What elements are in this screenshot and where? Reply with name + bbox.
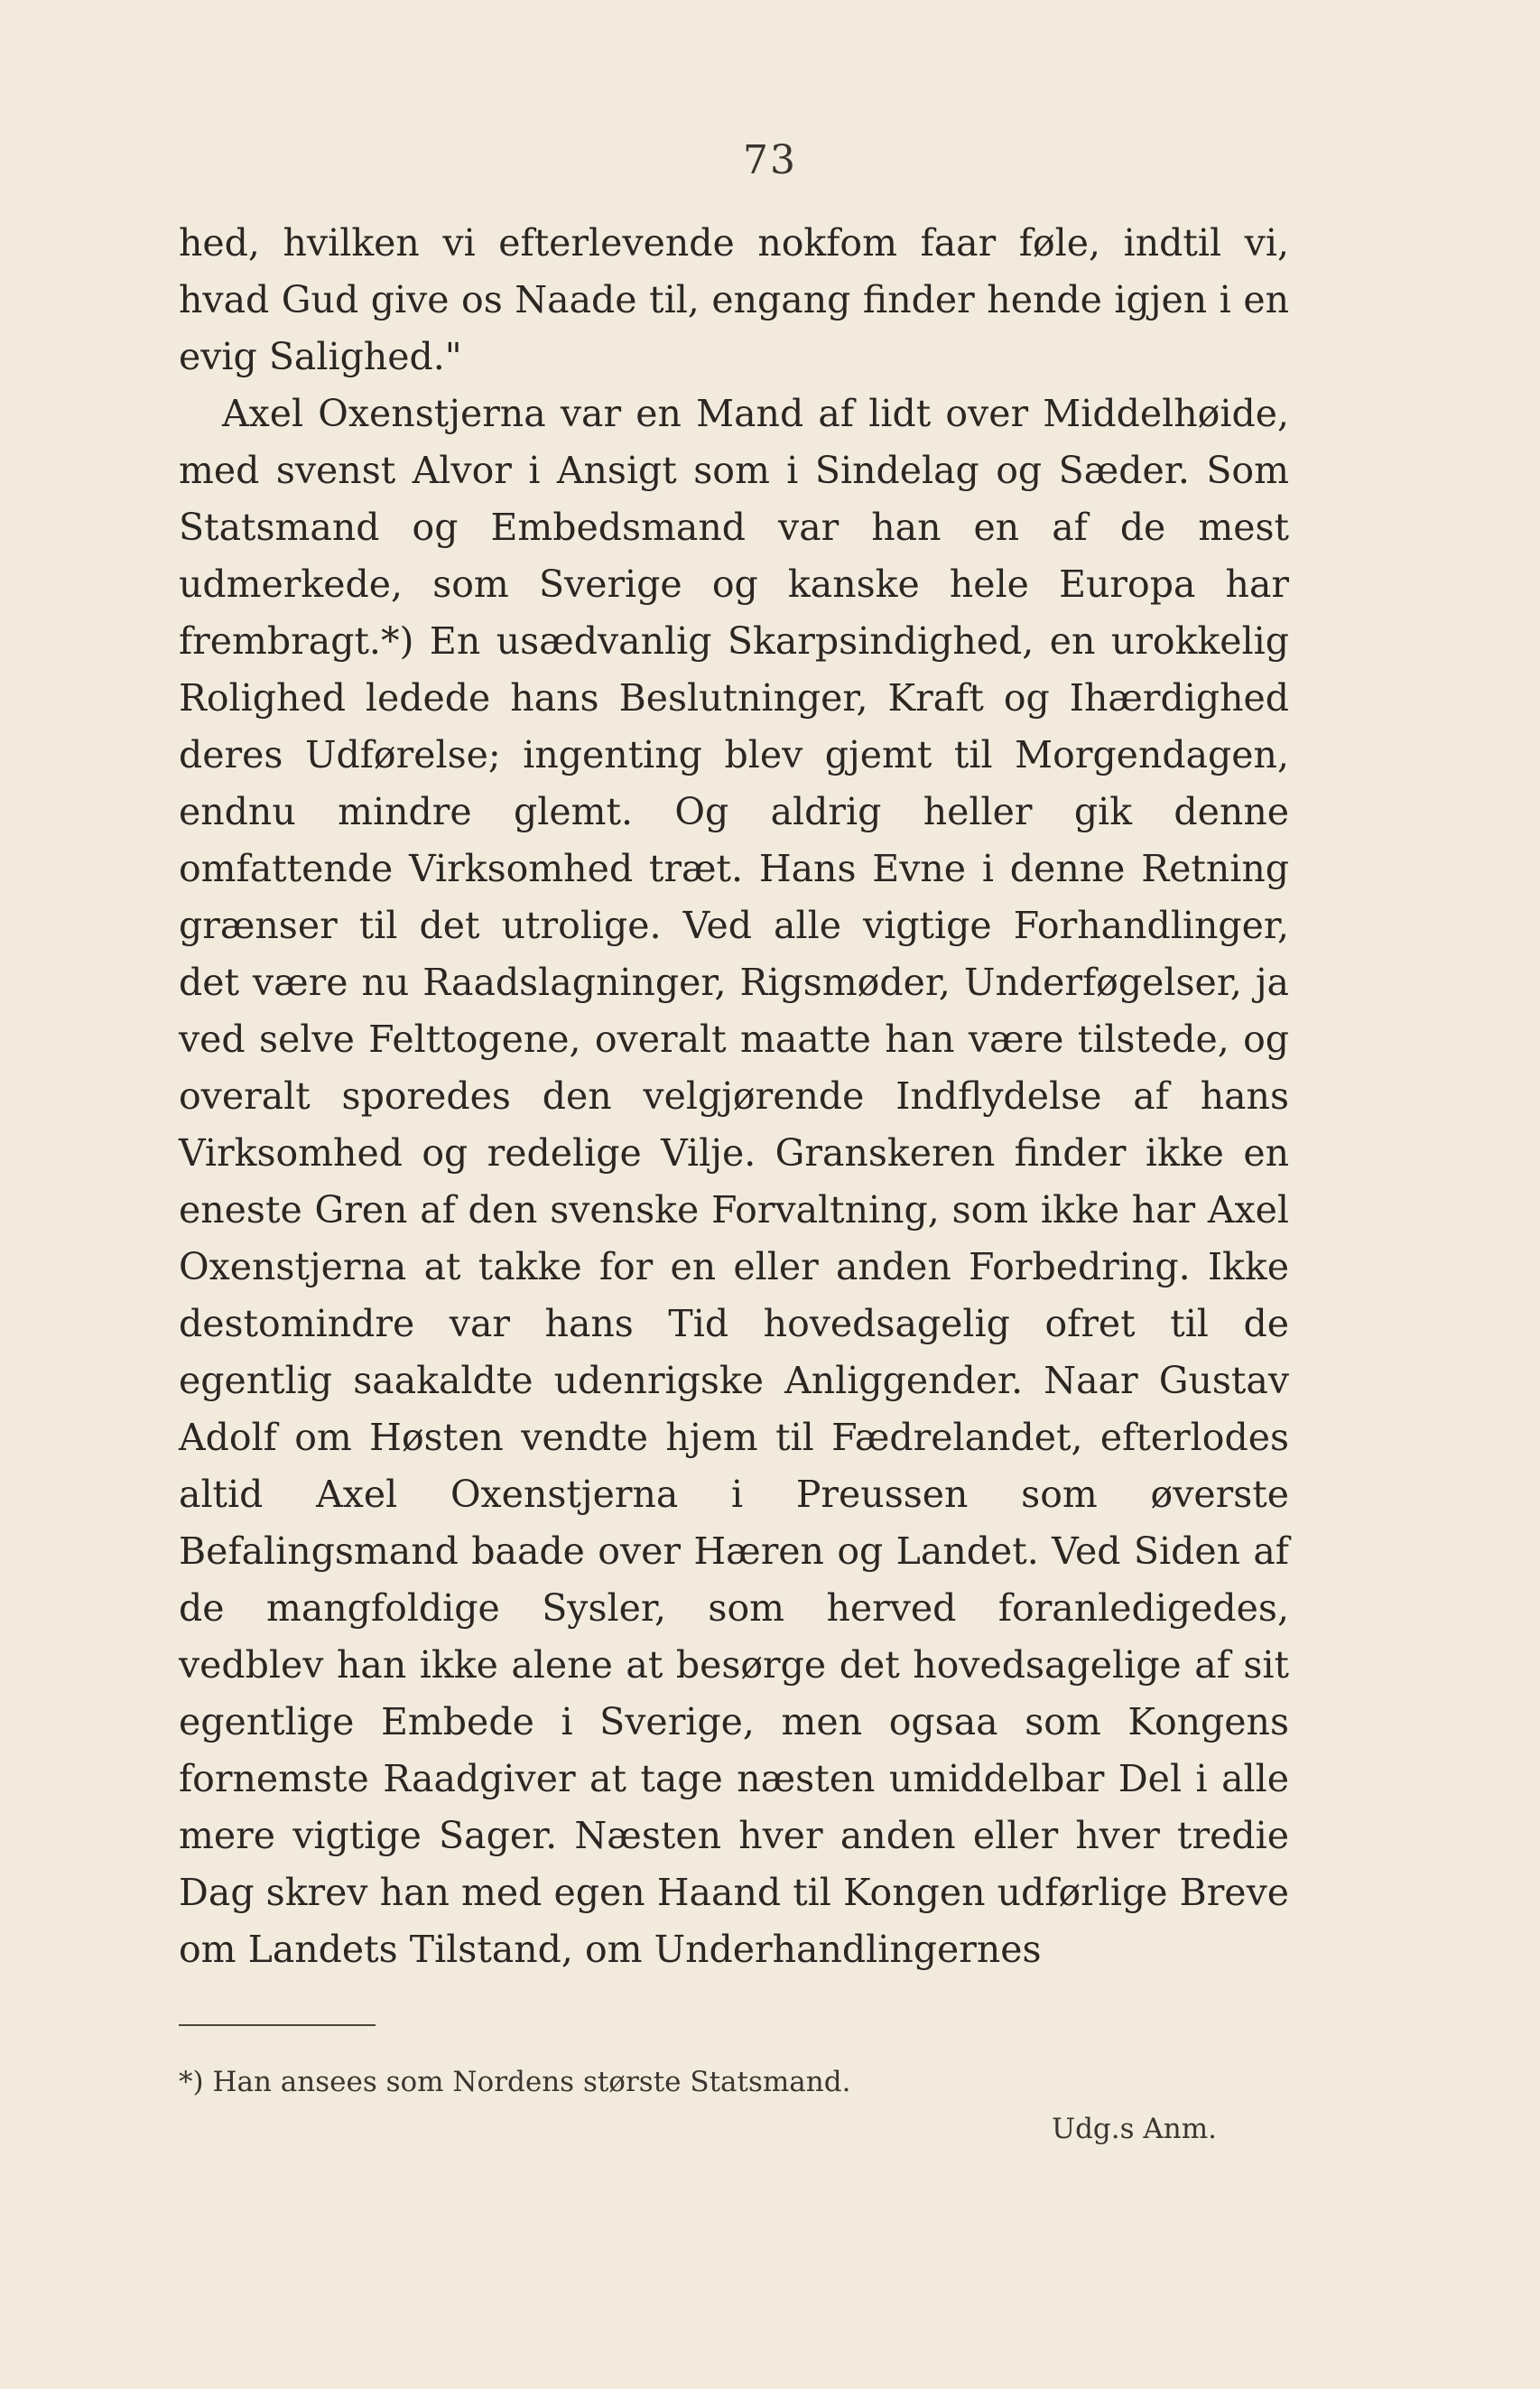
body-text [179,215,1289,1978]
paragraph-continued: hed, hvilken vi efterlevende nokfom faar føle, indtil vi, hvad Gud give os Naade til, engang finder hende igjen i en evig Salighed." [179,221,1289,378]
footnote-divider [179,2024,376,2026]
page-number: 73 [743,137,797,183]
footnote [179,2059,1289,2152]
footnote-text: *) Han ansees som Nordens største Statsmand. [179,2066,851,2098]
paragraph-oxenstjerna: Axel Oxenstjerna var en Mand af lidt over Middelhøide, med svenst Alvor i Ansigt som i Sindelag og Sæder. Som Statsmand og Embedsmand var han en af de mest udmerkede, som Sverige og kanske hele Europa har frembragt.*) En usædvanlig Skarpsindighed, en urokkelig Rolighed ledede hans Beslutninger, Kraft og Ihærdighed deres Udførelse; ingenting blev gjemt til Morgendagen, endnu mindre glemt. Og aldrig heller gik denne omfattende Virksomhed træt. Hans Evne i denne Retning grænser til det utrolige. Ved alle vigtige Forhandlinger, det være nu Raadslagninger, Rigsmøder, Underføgelser, ja ved selve Felttogene, overalt maatte han være tilstede, og overalt sporedes den velgjørende Indflydelse af hans Virksomhed og redelige Vilje. Granskeren finder ikke en eneste Gren af den svenske Forvaltning, som ikke har Axel Oxenstjerna at takke for en eller anden Forbedring. Ikke destomindre var hans Tid hovedsagelig ofret til de egentlig saakaldte udenrigske Anliggender. Naar Gustav Adolf om Høsten vendte hjem til Fædrelandet, efterlodes altid Axel Oxenstjerna i Preussen som øverste Befalingsmand baade over Hæren og Landet. Ved Siden af de mangfoldige Sysler, som herved foranledigedes, vedblev han ikke alene at besørge det hovedsagelige af sit egentlige Embede i Sverige, men ogsaa som Kongens fornemste Raadgiver at tage næsten umiddelbar Del i alle mere vigtige Sager. Næsten hver anden eller hver tredie Dag skrev han med egen Haand til Kongen udførlige Breve om Landets Tilstand, om Underhandlingernes [179,392,1289,1971]
footnote-attribution: Udg.s Anm. [1051,2113,1217,2145]
